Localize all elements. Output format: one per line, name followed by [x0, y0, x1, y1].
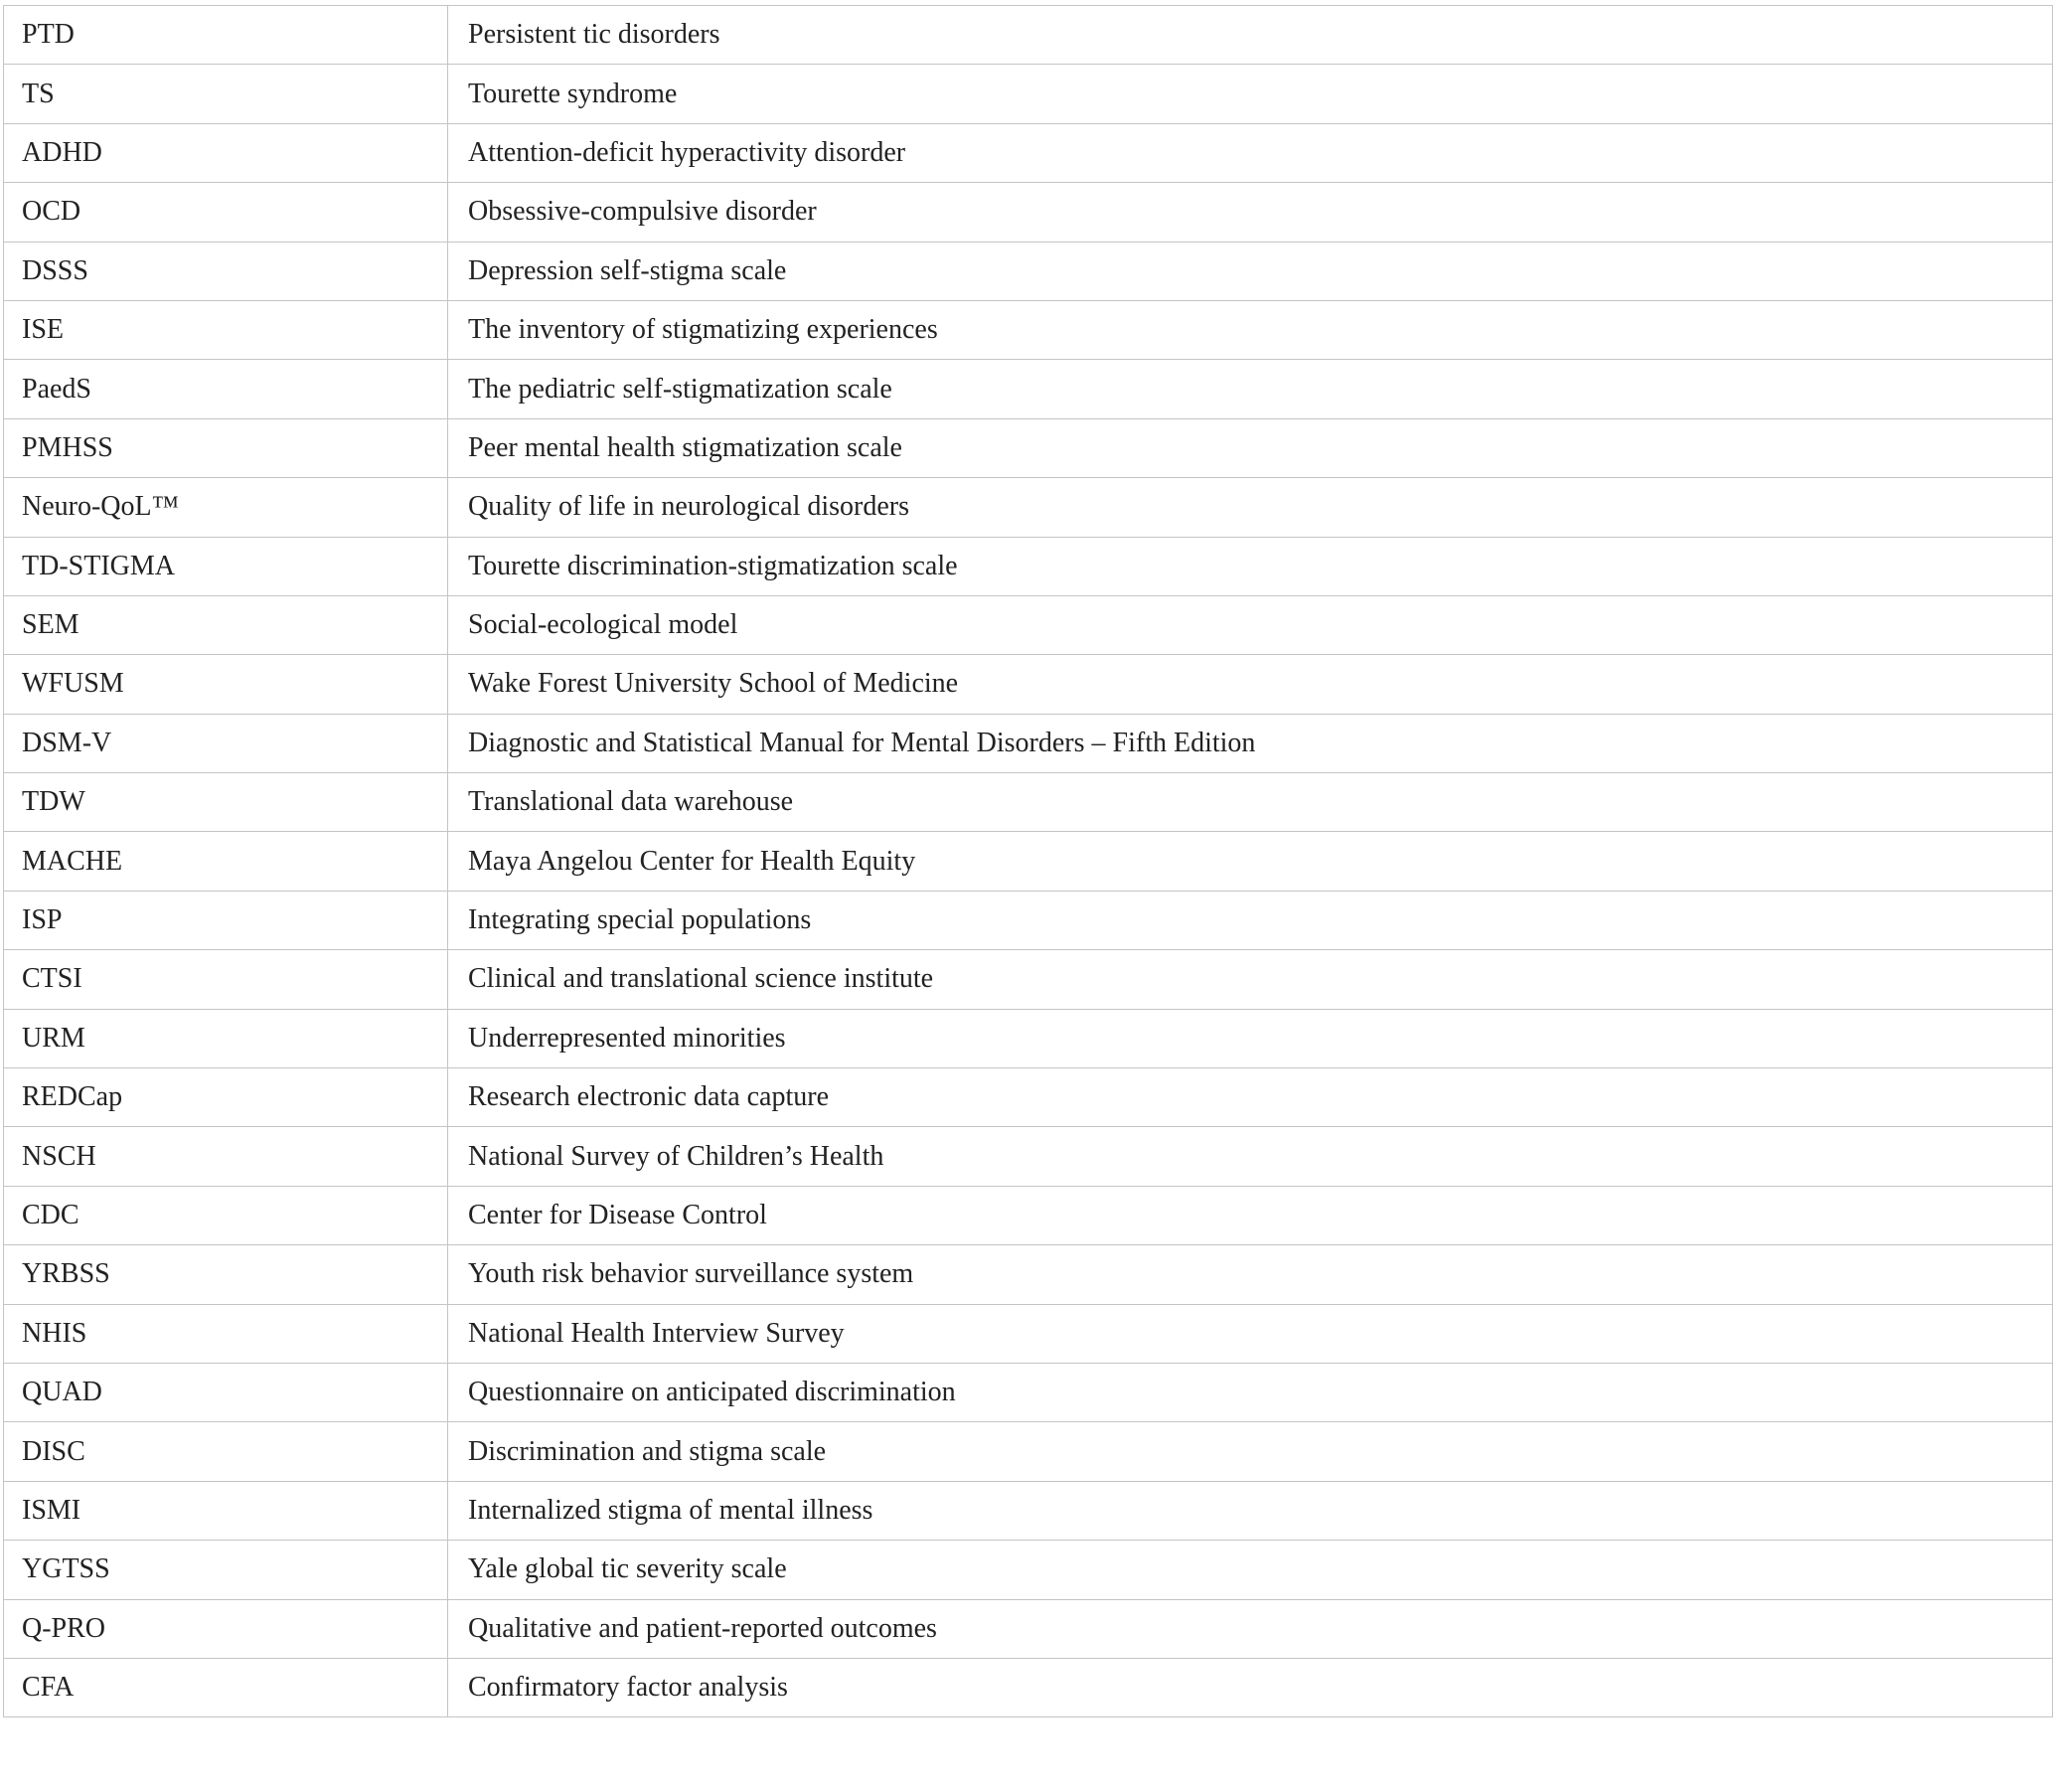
- abbreviation-cell: CTSI: [4, 950, 448, 1009]
- abbreviation-cell: DISC: [4, 1422, 448, 1481]
- definition-cell: Translational data warehouse: [448, 773, 2053, 832]
- definition-cell: Wake Forest University School of Medicine: [448, 655, 2053, 714]
- table-row: [4, 242, 2053, 300]
- table-row: [4, 1304, 2053, 1363]
- table-row: [4, 891, 2053, 949]
- abbreviation-cell: MACHE: [4, 832, 448, 891]
- definition-cell: Center for Disease Control: [448, 1186, 2053, 1244]
- table-row: [4, 1009, 2053, 1067]
- abbreviation-cell: ISMI: [4, 1481, 448, 1540]
- definition-cell: Diagnostic and Statistical Manual for Mental Disorders – Fifth Edition: [448, 714, 2053, 772]
- table-row: [4, 714, 2053, 772]
- table-row: [4, 360, 2053, 418]
- definition-cell: Questionnaire on anticipated discrimination: [448, 1363, 2053, 1421]
- abbreviation-cell: WFUSM: [4, 655, 448, 714]
- abbreviations-table: [3, 5, 2053, 1717]
- definition-cell: Discrimination and stigma scale: [448, 1422, 2053, 1481]
- abbreviation-cell: DSSS: [4, 242, 448, 300]
- table-row: [4, 773, 2053, 832]
- abbreviation-cell: TDW: [4, 773, 448, 832]
- definition-cell: Integrating special populations: [448, 891, 2053, 949]
- abbreviation-cell: CDC: [4, 1186, 448, 1244]
- abbreviation-cell: SEM: [4, 595, 448, 654]
- definition-cell: Persistent tic disorders: [448, 6, 2053, 65]
- table-row: [4, 1658, 2053, 1716]
- abbreviation-cell: REDCap: [4, 1068, 448, 1127]
- table-row: [4, 1245, 2053, 1304]
- abbreviation-cell: QUAD: [4, 1363, 448, 1421]
- definition-cell: The inventory of stigmatizing experiences: [448, 300, 2053, 359]
- table-row: [4, 65, 2053, 123]
- definition-cell: Tourette discrimination-stigmatization scale: [448, 537, 2053, 595]
- abbreviation-cell: ISP: [4, 891, 448, 949]
- abbreviation-cell: Neuro-QoL™: [4, 478, 448, 537]
- abbreviation-cell: PaedS: [4, 360, 448, 418]
- definition-cell: Youth risk behavior surveillance system: [448, 1245, 2053, 1304]
- definition-cell: National Health Interview Survey: [448, 1304, 2053, 1363]
- table-row: [4, 537, 2053, 595]
- abbreviation-cell: NSCH: [4, 1127, 448, 1186]
- table-row: [4, 418, 2053, 477]
- definition-cell: Attention-deficit hyperactivity disorder: [448, 123, 2053, 182]
- abbreviation-cell: TD-STIGMA: [4, 537, 448, 595]
- definition-cell: Underrepresented minorities: [448, 1009, 2053, 1067]
- definition-cell: Internalized stigma of mental illness: [448, 1481, 2053, 1540]
- table-row: [4, 183, 2053, 242]
- table-row: [4, 478, 2053, 537]
- table-row: [4, 123, 2053, 182]
- table-row: [4, 1186, 2053, 1244]
- definition-cell: Social-ecological model: [448, 595, 2053, 654]
- definition-cell: Obsessive-compulsive disorder: [448, 183, 2053, 242]
- table-row: [4, 1127, 2053, 1186]
- definition-cell: Clinical and translational science institute: [448, 950, 2053, 1009]
- abbreviation-cell: YGTSS: [4, 1541, 448, 1599]
- table-row: [4, 1541, 2053, 1599]
- abbreviation-cell: PMHSS: [4, 418, 448, 477]
- abbreviation-cell: DSM-V: [4, 714, 448, 772]
- abbreviation-cell: Q-PRO: [4, 1599, 448, 1658]
- definition-cell: National Survey of Children’s Health: [448, 1127, 2053, 1186]
- abbreviation-cell: YRBSS: [4, 1245, 448, 1304]
- table-row: [4, 6, 2053, 65]
- table-row: [4, 300, 2053, 359]
- definition-cell: Research electronic data capture: [448, 1068, 2053, 1127]
- table-row: [4, 950, 2053, 1009]
- table-row: [4, 1363, 2053, 1421]
- definition-cell: Maya Angelou Center for Health Equity: [448, 832, 2053, 891]
- abbreviations-table-body: [4, 6, 2053, 1717]
- definition-cell: Tourette syndrome: [448, 65, 2053, 123]
- abbreviation-cell: NHIS: [4, 1304, 448, 1363]
- definition-cell: Depression self-stigma scale: [448, 242, 2053, 300]
- abbreviation-cell: URM: [4, 1009, 448, 1067]
- definition-cell: Quality of life in neurological disorders: [448, 478, 2053, 537]
- abbreviation-cell: PTD: [4, 6, 448, 65]
- abbreviation-cell: ISE: [4, 300, 448, 359]
- table-row: [4, 655, 2053, 714]
- abbreviation-cell: TS: [4, 65, 448, 123]
- abbreviation-cell: CFA: [4, 1658, 448, 1716]
- table-row: [4, 832, 2053, 891]
- definition-cell: Qualitative and patient-reported outcomes: [448, 1599, 2053, 1658]
- definition-cell: Yale global tic severity scale: [448, 1541, 2053, 1599]
- definition-cell: Confirmatory factor analysis: [448, 1658, 2053, 1716]
- table-row: [4, 595, 2053, 654]
- table-row: [4, 1422, 2053, 1481]
- table-row: [4, 1068, 2053, 1127]
- abbreviation-cell: ADHD: [4, 123, 448, 182]
- abbreviation-cell: OCD: [4, 183, 448, 242]
- table-row: [4, 1599, 2053, 1658]
- definition-cell: Peer mental health stigmatization scale: [448, 418, 2053, 477]
- table-row: [4, 1481, 2053, 1540]
- definition-cell: The pediatric self-stigmatization scale: [448, 360, 2053, 418]
